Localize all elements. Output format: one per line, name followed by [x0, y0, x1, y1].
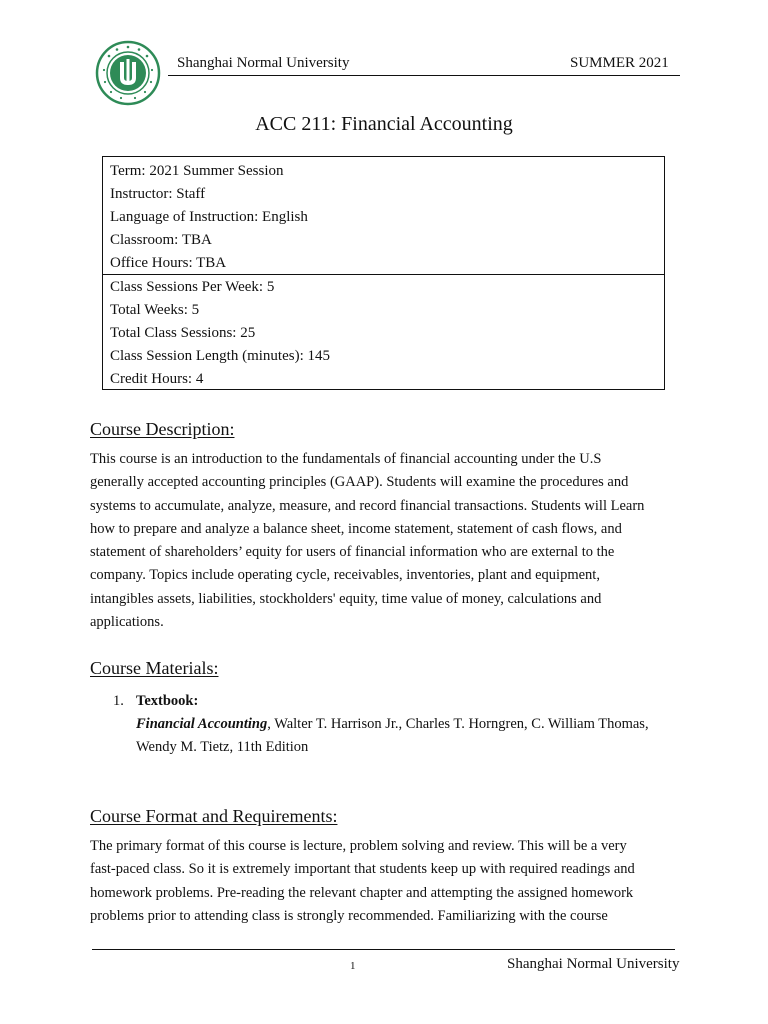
page-number: 1 [350, 960, 356, 972]
info-session-length: Class Session Length (minutes): 145 [110, 348, 330, 364]
info-total-sessions: Total Class Sessions: 25 [110, 325, 256, 341]
info-credit-hours: Credit Hours: 4 [110, 371, 204, 387]
paragraph-line: company. Topics include operating cycle, receivables, inventories, plant and equipment, [90, 567, 600, 584]
course-format-heading: Course Format and Requirements: [90, 806, 338, 826]
paragraph-line: generally accepted accounting principles (GAAP). Students will examine the procedures and [90, 474, 629, 491]
info-office-hours: Office Hours: TBA [110, 255, 227, 271]
textbook-authors: , Walter T. Harrison Jr., Charles T. Horngren, C. William Thomas, [267, 716, 649, 732]
university-seal-icon [95, 40, 161, 106]
info-classroom: Classroom: TBA [110, 232, 212, 248]
paragraph-line: statement of shareholders’ equity for users of financial information who are external to the [90, 544, 615, 561]
textbook-title: Financial Accounting [136, 716, 268, 732]
footer-divider [92, 949, 675, 950]
course-info-section-general [103, 157, 664, 275]
paragraph-line: The primary format of this course is lecture, problem solving and review. This will be a very [90, 838, 627, 854]
paragraph-line: how to prepare and analyze a balance sheet, income statement, statement of cash flows, and [90, 520, 622, 537]
course-description-text [90, 448, 680, 634]
course-format-text [90, 835, 680, 928]
paragraph-line: problems prior to attending class is strongly recommended. Familiarizing with the course [90, 907, 608, 924]
info-sessions-per-week: Class Sessions Per Week: 5 [110, 279, 275, 295]
page-title: ACC 211: Financial Accounting [255, 113, 513, 135]
paragraph-line: fast-paced class. So it is extremely important that students keep up with required readings and [90, 861, 635, 878]
course-description-heading: Course Description: [90, 419, 235, 439]
textbook-label: Textbook: [136, 693, 199, 709]
paragraph-line: This course is an introduction to the fundamentals of financial accounting under the U.S [90, 451, 602, 467]
footer-university: Shanghai Normal University [507, 956, 680, 972]
paragraph-line: applications. [90, 614, 164, 631]
info-language: Language of Instruction: English [110, 209, 308, 225]
list-item [136, 690, 696, 759]
list-item-number: 1. [113, 693, 124, 709]
header-university: Shanghai Normal University [177, 55, 350, 71]
info-term: Term: 2021 Summer Session [110, 163, 284, 179]
paragraph-line: systems to accumulate, analyze, measure, and record financial transactions. Students will Learn [90, 497, 645, 514]
header-term: SUMMER 2021 [570, 55, 669, 71]
paragraph-line: homework problems. Pre-reading the relevant chapter and attempting the assigned homework [90, 884, 634, 901]
info-instructor: Instructor: Staff [110, 186, 206, 202]
course-info-box [102, 156, 665, 390]
paragraph-line: intangibles assets, liabilities, stockholders' equity, time value of money, calculations and [90, 590, 602, 607]
info-total-weeks: Total Weeks: 5 [110, 302, 200, 318]
header-divider [168, 75, 680, 76]
textbook-edition: Wendy M. Tietz, 11th Edition [136, 739, 309, 755]
course-materials-heading: Course Materials: [90, 658, 219, 678]
